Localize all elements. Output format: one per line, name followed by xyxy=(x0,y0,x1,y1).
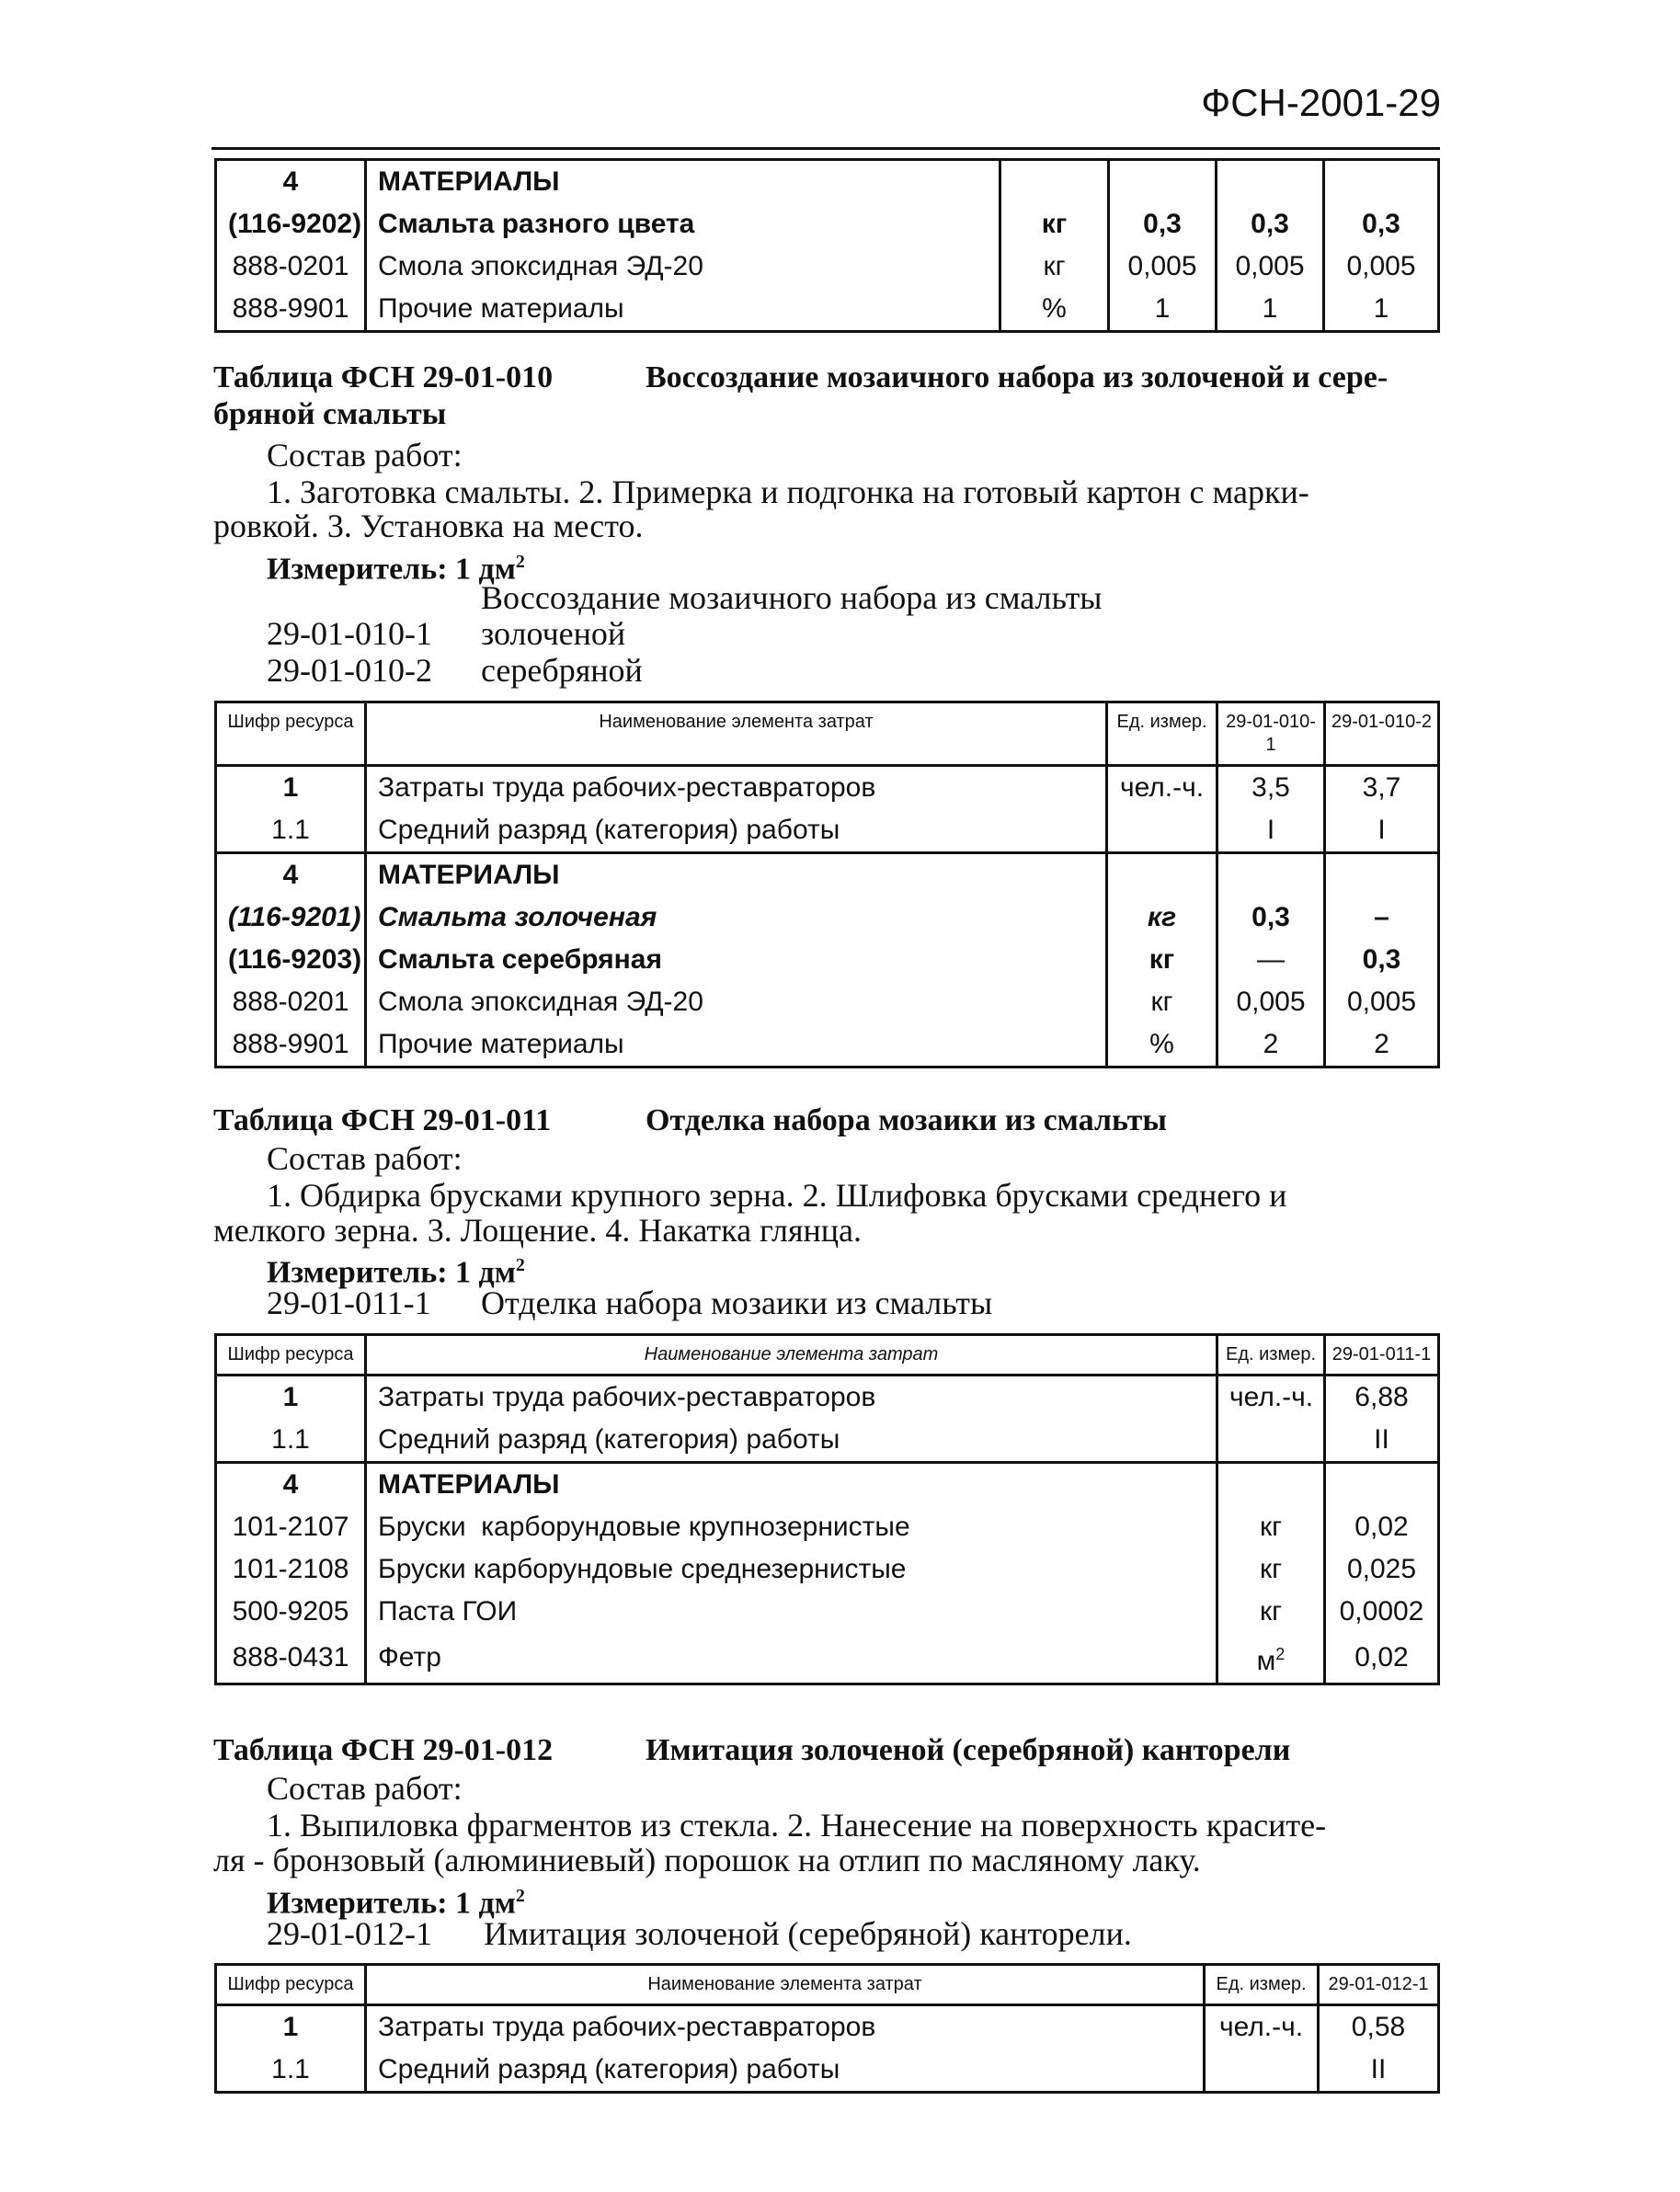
table-heading: Воссоздание мозаичного набора из золоченой и сере- xyxy=(646,360,1389,394)
section-title-010 xyxy=(213,360,1440,395)
value-cell: 0,005 xyxy=(1325,981,1439,1023)
header-col-1: 29-01-010-1 xyxy=(1217,702,1325,766)
unit: кг xyxy=(1000,245,1109,288)
cost-element-name: Смальта серебряная xyxy=(366,939,1107,981)
unit xyxy=(1217,1419,1325,1463)
cost-element-name: Смола эпоксидная ЭД-20 xyxy=(366,981,1107,1023)
value-cell: 0,005 xyxy=(1217,981,1325,1023)
value-cell: 0,3 xyxy=(1109,203,1217,245)
table-row xyxy=(216,245,1439,288)
resource-code: 1 xyxy=(216,766,366,810)
value-cell: 0,005 xyxy=(1324,245,1439,288)
value-cell: 0,005 xyxy=(1217,245,1324,288)
unit: % xyxy=(1107,1023,1217,1067)
norm-item xyxy=(267,614,626,653)
value-cell: 0,3 xyxy=(1217,896,1325,939)
table-row xyxy=(216,896,1439,939)
resource-code: 500-9205 xyxy=(216,1591,366,1633)
document-code: ФСН-2001-29 xyxy=(1201,81,1441,124)
cost-element-name: Паста ГОИ xyxy=(366,1591,1217,1633)
composition-text: мелкого зерна. 3. Лощение. 4. Накатка глянца. xyxy=(213,1212,863,1249)
cost-element-name: Средний разряд (категория) работы xyxy=(366,1419,1217,1463)
table-row xyxy=(216,809,1439,853)
cost-element-name: Средний разряд (категория) работы xyxy=(366,809,1107,853)
value-cell xyxy=(1109,160,1217,204)
value-cell xyxy=(1217,160,1324,204)
header-unit: Ед. измер. xyxy=(1217,1335,1325,1376)
table-row xyxy=(216,1463,1439,1507)
table-row xyxy=(216,2049,1439,2093)
unit: кг xyxy=(1217,1506,1325,1548)
value-cell xyxy=(1325,1463,1439,1507)
resource-code: (116-9202) xyxy=(216,203,366,245)
resource-code: 1.1 xyxy=(216,1419,366,1463)
cost-element-name: Смальта разного цвета xyxy=(366,203,1000,245)
table-header xyxy=(216,1335,1439,1376)
resource-code: 101-2107 xyxy=(216,1506,366,1548)
table-row xyxy=(216,1023,1439,1067)
cost-element-name: Смальта золоченая xyxy=(366,896,1107,939)
header-unit: Ед. измер. xyxy=(1205,1965,1319,2005)
value-cell: 0,3 xyxy=(1324,203,1439,245)
norm-text: Отделка набора мозаики из смальты xyxy=(481,1284,993,1321)
unit xyxy=(1000,160,1109,204)
header-col-1: 29-01-011-1 xyxy=(1325,1335,1439,1376)
table-header xyxy=(216,702,1439,766)
header-col-1: 29-01-012-1 xyxy=(1319,1965,1439,2005)
table-row xyxy=(216,1548,1439,1591)
norm-code: 29-01-010-1 xyxy=(267,615,432,652)
section-title-012 xyxy=(213,1733,1440,1768)
value-cell: I xyxy=(1217,809,1325,853)
unit: кг xyxy=(1217,1548,1325,1591)
value-cell: 0,3 xyxy=(1217,203,1324,245)
cost-element-name: Затраты труда рабочих-реставраторов xyxy=(366,1376,1217,1420)
value-cell: 0,02 xyxy=(1325,1506,1439,1548)
value-cell: – xyxy=(1325,896,1439,939)
table-row xyxy=(216,981,1439,1023)
resource-table-012 xyxy=(214,1963,1440,2094)
composition-label: Состав работ: xyxy=(267,1140,463,1177)
resource-code: 1.1 xyxy=(216,2049,366,2093)
value-cell: — xyxy=(1217,939,1325,981)
header-unit: Ед. измер. xyxy=(1107,702,1217,766)
table-row xyxy=(216,203,1439,245)
section-title-continuation: бряной смальты xyxy=(213,397,447,431)
table-row xyxy=(216,1506,1439,1548)
cost-element-name: Прочие материалы xyxy=(366,1023,1107,1067)
table-row xyxy=(216,288,1439,332)
value-cell: 0,58 xyxy=(1319,2005,1439,2049)
unit xyxy=(1205,2049,1319,2093)
value-cell xyxy=(1217,853,1325,897)
composition-text: 1. Обдирка брусками крупного зерна. 2. Шлифовка брусками среднего и xyxy=(267,1177,1287,1214)
composition-text: 1. Выпиловка фрагментов из стекла. 2. Нанесение на поверхность красите- xyxy=(267,1807,1327,1844)
header-name: Наименование элемента затрат xyxy=(366,1965,1205,2005)
table-number: Таблица ФСН 29-01-010 xyxy=(213,360,554,394)
resource-code: 101-2108 xyxy=(216,1548,366,1591)
value-cell: 0,025 xyxy=(1325,1548,1439,1591)
unit: кг xyxy=(1107,939,1217,981)
table-row xyxy=(216,853,1439,897)
norm-text: серебряной xyxy=(481,652,643,689)
value-cell: II xyxy=(1319,2049,1439,2093)
group-title: Воссоздание мозаичного набора из смальты xyxy=(481,579,1103,616)
resource-code: 888-0431 xyxy=(216,1633,366,1684)
cost-element-name: Фетр xyxy=(366,1633,1217,1684)
cost-element-name: Бруски карборундовые крупнозернистые xyxy=(366,1506,1217,1548)
resource-table-010 xyxy=(214,701,1440,1068)
resource-table-011 xyxy=(214,1333,1440,1685)
table-header xyxy=(216,1965,1439,2005)
cost-element-name: Затраты труда рабочих-реставраторов xyxy=(366,2005,1205,2049)
value-cell: 1 xyxy=(1324,288,1439,332)
table-number: Таблица ФСН 29-01-012 xyxy=(213,1733,554,1767)
cost-element-name: Бруски карборундовые среднезернистые xyxy=(366,1548,1217,1591)
unit: кг xyxy=(1217,1591,1325,1633)
resource-code: (116-9201) xyxy=(216,896,366,939)
section-title-011 xyxy=(213,1103,1440,1138)
value-cell xyxy=(1324,160,1439,204)
value-cell: I xyxy=(1325,809,1439,853)
unit xyxy=(1107,853,1217,897)
table-row xyxy=(216,939,1439,981)
cost-element-name: МАТЕРИАЛЫ xyxy=(366,160,1000,204)
composition-text: 1. Заготовка смальты. 2. Примерка и подгонка на готовый картон с марки- xyxy=(267,474,1309,510)
composition-label: Состав работ: xyxy=(267,1770,463,1807)
unit: чел.-ч. xyxy=(1107,766,1217,810)
value-cell: 0,3 xyxy=(1325,939,1439,981)
header-code: Шифр ресурса xyxy=(216,1965,366,2005)
value-cell: 6,88 xyxy=(1325,1376,1439,1420)
value-cell: 1 xyxy=(1109,288,1217,332)
value-cell: 2 xyxy=(1217,1023,1325,1067)
unit xyxy=(1217,1463,1325,1507)
table-row xyxy=(216,766,1439,810)
resource-code: 888-0201 xyxy=(216,981,366,1023)
measure-unit: Измеритель: 1 $дм^2$ xyxy=(267,1255,525,1290)
resource-code: 888-0201 xyxy=(216,245,366,288)
resource-code: 1 xyxy=(216,2005,366,2049)
resource-code: 4 xyxy=(216,160,366,204)
unit: $м^2$ xyxy=(1217,1633,1325,1684)
header-code: Шифр ресурса xyxy=(216,1335,366,1376)
measure-unit: Измеритель: 1 $дм^2$ xyxy=(267,552,525,587)
value-cell: II xyxy=(1325,1419,1439,1463)
value-cell: 0,0002 xyxy=(1325,1591,1439,1633)
composition-label: Состав работ: xyxy=(267,437,463,474)
materials-table-continued xyxy=(214,158,1440,333)
resource-code: 1.1 xyxy=(216,809,366,853)
composition-text: ля - бронзовый (алюминиевый) порошок на отлип по масляному лаку. xyxy=(213,1842,1201,1878)
cost-element-name: МАТЕРИАЛЫ xyxy=(366,1463,1217,1507)
header-rule xyxy=(211,147,1440,150)
table-row xyxy=(216,1633,1439,1684)
cost-element-name: Смола эпоксидная ЭД-20 xyxy=(366,245,1000,288)
value-cell: 3,7 xyxy=(1325,766,1439,810)
header-name: Наименование элемента затрат xyxy=(366,1335,1217,1376)
table-heading: Отделка набора мозаики из смальты xyxy=(646,1103,1167,1137)
composition-text: ровкой. 3. Установка на место. xyxy=(213,508,644,544)
norm-code: 29-01-011-1 xyxy=(267,1284,431,1321)
norm-code: 29-01-010-2 xyxy=(267,652,432,689)
cost-element-name: Прочие материалы xyxy=(366,288,1000,332)
value-cell: 0,005 xyxy=(1109,245,1217,288)
cost-element-name: Средний разряд (категория) работы xyxy=(366,2049,1205,2093)
value-cell xyxy=(1325,853,1439,897)
norm-text: Имитация золоченой (серебряной) канторели. xyxy=(484,1915,1132,1952)
resource-code: 4 xyxy=(216,1463,366,1507)
cost-element-name: МАТЕРИАЛЫ xyxy=(366,853,1107,897)
cost-element-name: Затраты труда рабочих-реставраторов xyxy=(366,766,1107,810)
table-row xyxy=(216,160,1439,204)
value-cell: 2 xyxy=(1325,1023,1439,1067)
value-cell: 0,02 xyxy=(1325,1633,1439,1684)
value-cell: 1 xyxy=(1217,288,1324,332)
resource-code: 888-9901 xyxy=(216,288,366,332)
table-row xyxy=(216,1376,1439,1420)
header-code: Шифр ресурса xyxy=(216,702,366,766)
norm-text: золоченой xyxy=(481,615,626,652)
measure-unit: Измеритель: 1 $дм^2$ xyxy=(267,1886,525,1921)
norm-code: 29-01-012-1 xyxy=(267,1915,432,1952)
table-number: Таблица ФСН 29-01-011 xyxy=(213,1103,552,1137)
table-row xyxy=(216,2005,1439,2049)
unit: чел.-ч. xyxy=(1217,1376,1325,1420)
norm-item xyxy=(267,1284,993,1322)
norm-item xyxy=(267,1914,1132,1953)
table-row xyxy=(216,1591,1439,1633)
unit: кг xyxy=(1107,896,1217,939)
norm-item xyxy=(267,651,643,690)
table-row xyxy=(216,1419,1439,1463)
resource-code: 1 xyxy=(216,1376,366,1420)
unit: чел.-ч. xyxy=(1205,2005,1319,2049)
unit: кг xyxy=(1000,203,1109,245)
table-heading: Имитация золоченой (серебряной) канторели xyxy=(646,1733,1291,1767)
resource-code: 4 xyxy=(216,853,366,897)
unit xyxy=(1107,809,1217,853)
unit: % xyxy=(1000,288,1109,332)
resource-code: (116-9203) xyxy=(216,939,366,981)
header-col-2: 29-01-010-2 xyxy=(1325,702,1439,766)
header-name: Наименование элемента затрат xyxy=(366,702,1107,766)
value-cell: 3,5 xyxy=(1217,766,1325,810)
unit: кг xyxy=(1107,981,1217,1023)
resource-code: 888-9901 xyxy=(216,1023,366,1067)
